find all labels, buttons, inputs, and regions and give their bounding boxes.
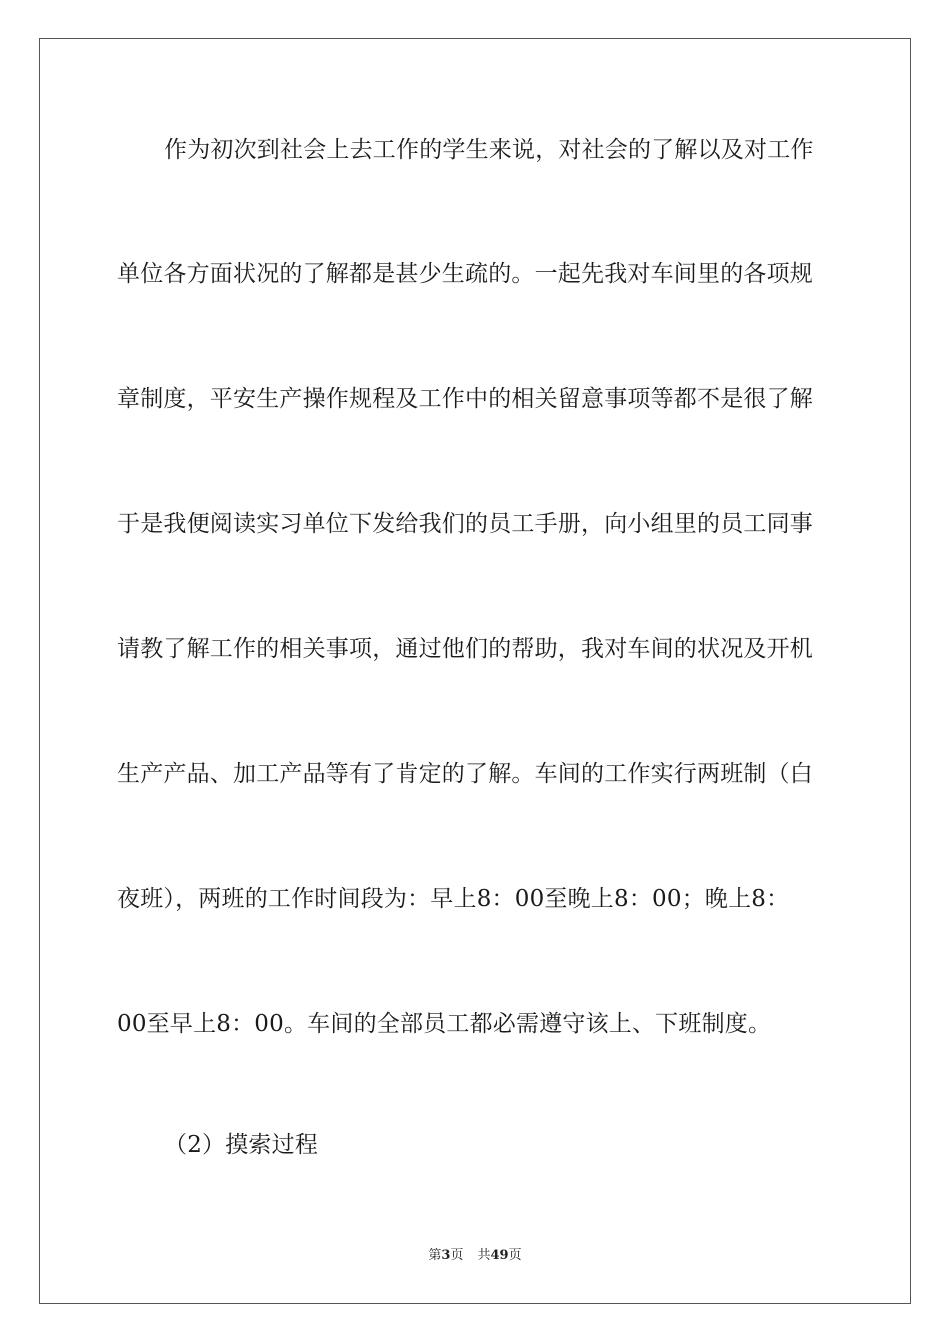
paragraph-line-6: 生产产品、加工产品等有了肯定的了解。车间的工作实行两班制（白 (117, 761, 813, 787)
paragraph-line-5: 请教了解工作的相关事项，通过他们的帮助，我对车间的状况及开机 (117, 636, 813, 662)
section-heading: （2）摸索过程 (164, 1132, 319, 1158)
page-border (39, 38, 911, 1304)
paragraph-line-2: 单位各方面状况的了解都是甚少生疏的。一起先我对车间里的各项规 (117, 261, 813, 287)
footer-page-number: 3 (441, 1248, 451, 1263)
paragraph-line-4: 于是我便阅读实习单位下发给我们的员工手册，向小组里的员工同事 (117, 511, 813, 537)
paragraph-line-3: 章制度，平安生产操作规程及工作中的相关留意事项等都不是很了解 (117, 386, 813, 412)
footer-total-suffix: 页 (508, 1248, 522, 1263)
footer-page-prefix: 第 (428, 1248, 442, 1263)
footer-page-suffix: 页 (450, 1248, 464, 1263)
page-footer (0, 1247, 950, 1265)
paragraph-line-7: 夜班），两班的工作时间段为：早上8：00至晚上8：00；晚上8： (117, 886, 790, 912)
footer-total-pages: 49 (490, 1248, 509, 1263)
paragraph-line-1: 作为初次到社会上去工作的学生来说，对社会的了解以及对工作 (164, 137, 814, 163)
footer-total-prefix: 共 (477, 1248, 491, 1263)
paragraph-line-8: 00至早上8：00。车间的全部员工都必需遵守该上、下班制度。 (117, 1011, 772, 1037)
